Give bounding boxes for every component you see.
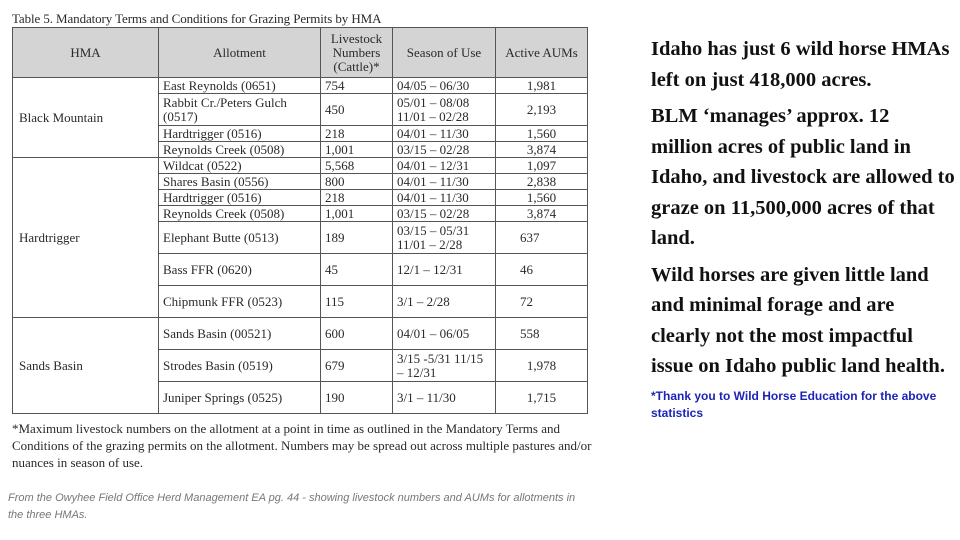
livestock-cell: 800 bbox=[321, 174, 393, 190]
season-line: 3/1 – 2/28 bbox=[397, 293, 450, 309]
season-line: 11/01 – 02/28 bbox=[397, 108, 469, 124]
aums-cell: 1,715 bbox=[496, 382, 588, 414]
allotment-cell: Wildcat (0522) bbox=[159, 158, 321, 174]
header-livestock: Livestock Numbers (Cattle)* bbox=[321, 28, 393, 78]
table-title: Table 5. Mandatory Terms and Conditions for Grazing Permits by HMA bbox=[12, 11, 382, 26]
allotment-cell: Hardtrigger (0516) bbox=[159, 126, 321, 142]
livestock-cell: 115 bbox=[321, 286, 393, 318]
livestock-cell: 679 bbox=[321, 350, 393, 382]
livestock-cell: 600 bbox=[321, 318, 393, 350]
livestock-cell: 5,568 bbox=[321, 158, 393, 174]
season-cell bbox=[393, 318, 496, 350]
aums-cell: 72 bbox=[496, 286, 588, 318]
season-line: 04/01 – 11/30 bbox=[397, 173, 469, 189]
source-caption: From the Owyhee Field Office Herd Management EA pg. 44 - showing livestock numbers and AUMs for allotments in the three HMAs. bbox=[8, 492, 576, 521]
livestock-cell: 45 bbox=[321, 254, 393, 286]
livestock-cell: 218 bbox=[321, 126, 393, 142]
season-cell bbox=[393, 78, 496, 94]
aums-cell: 637 bbox=[496, 222, 588, 254]
hma-cell: Hardtrigger bbox=[13, 158, 159, 318]
statements-panel bbox=[651, 34, 956, 422]
allotment-cell: Bass FFR (0620) bbox=[159, 254, 321, 286]
allotment-cell: Reynolds Creek (0508) bbox=[159, 206, 321, 222]
season-line: 03/15 – 02/28 bbox=[397, 205, 470, 221]
season-line: – 12/31 bbox=[397, 364, 437, 380]
season-line: 04/05 – 06/30 bbox=[397, 77, 470, 93]
allotment-cell: Shares Basin (0556) bbox=[159, 174, 321, 190]
season-line: 04/01 – 06/05 bbox=[397, 325, 470, 341]
statement-blm-land: BLM ‘manages’ approx. 12 million acres of public land in Idaho, and livestock are allowed to graze on 11,500,000 acres of that land. bbox=[651, 105, 955, 249]
table-footnote: *Maximum livestock numbers on the allotment at a point in time as outlined in the Mandatory Terms and Conditions of the grazing permits on the allotment. Numbers may be spread out across multiple pastures and/or nuances in season of use. bbox=[12, 421, 592, 470]
season-line: 03/15 – 02/28 bbox=[397, 141, 470, 157]
header-season: Season of Use bbox=[393, 28, 496, 78]
statement-hma-acres: Idaho has just 6 wild horse HMAs left on just 418,000 acres. bbox=[651, 38, 950, 91]
allotment-cell: Strodes Basin (0519) bbox=[159, 350, 321, 382]
allotment-cell: Hardtrigger (0516) bbox=[159, 190, 321, 206]
credit-note: *Thank you to Wild Horse Education for the above statistics bbox=[651, 388, 937, 420]
season-line: 04/01 – 12/31 bbox=[397, 157, 470, 173]
allotment-cell: Reynolds Creek (0508) bbox=[159, 142, 321, 158]
aums-cell: 2,838 bbox=[496, 174, 588, 190]
header-hma: HMA bbox=[13, 28, 159, 78]
season-cell bbox=[393, 126, 496, 142]
livestock-cell: 754 bbox=[321, 78, 393, 94]
header-aums: Active AUMs bbox=[496, 28, 588, 78]
table-header-row bbox=[13, 28, 588, 78]
season-cell bbox=[393, 382, 496, 414]
season-cell bbox=[393, 254, 496, 286]
season-line: 03/15 – 05/31 bbox=[397, 222, 470, 238]
livestock-cell: 450 bbox=[321, 94, 393, 126]
aums-cell: 1,560 bbox=[496, 126, 588, 142]
allotment-cell: Elephant Butte (0513) bbox=[159, 222, 321, 254]
allotment-cell: East Reynolds (0651) bbox=[159, 78, 321, 94]
season-cell bbox=[393, 206, 496, 222]
season-line: 3/15 -5/31 11/15 bbox=[397, 350, 484, 366]
aums-cell: 46 bbox=[496, 254, 588, 286]
season-line: 11/01 – 2/28 bbox=[397, 236, 463, 252]
grazing-permits-table bbox=[12, 27, 588, 414]
statement-wild-horses: Wild horses are given little land and minimal forage and are clearly not the most impactful issue on Idaho public land health. bbox=[651, 263, 945, 377]
season-cell bbox=[393, 190, 496, 206]
allotment-cell: Rabbit Cr./Peters Gulch (0517) bbox=[159, 94, 321, 126]
season-cell bbox=[393, 158, 496, 174]
season-cell bbox=[393, 94, 496, 126]
table-body bbox=[13, 78, 588, 414]
aums-cell: 3,874 bbox=[496, 142, 588, 158]
aums-cell: 1,097 bbox=[496, 158, 588, 174]
livestock-cell: 1,001 bbox=[321, 142, 393, 158]
aums-cell: 2,193 bbox=[496, 94, 588, 126]
season-cell bbox=[393, 286, 496, 318]
season-line: 04/01 – 11/30 bbox=[397, 189, 469, 205]
table-row bbox=[13, 318, 588, 350]
livestock-cell: 218 bbox=[321, 190, 393, 206]
season-line: 12/1 – 12/31 bbox=[397, 261, 463, 277]
season-cell bbox=[393, 350, 496, 382]
hma-cell: Sands Basin bbox=[13, 318, 159, 414]
livestock-cell: 189 bbox=[321, 222, 393, 254]
aums-cell: 1,981 bbox=[496, 78, 588, 94]
season-line: 3/1 – 11/30 bbox=[397, 389, 456, 405]
aums-cell: 1,560 bbox=[496, 190, 588, 206]
aums-cell: 3,874 bbox=[496, 206, 588, 222]
livestock-cell: 1,001 bbox=[321, 206, 393, 222]
table-row bbox=[13, 78, 588, 94]
allotment-cell: Juniper Springs (0525) bbox=[159, 382, 321, 414]
season-line: 04/01 – 11/30 bbox=[397, 125, 469, 141]
season-cell bbox=[393, 174, 496, 190]
aums-cell: 558 bbox=[496, 318, 588, 350]
allotment-cell: Sands Basin (00521) bbox=[159, 318, 321, 350]
aums-cell: 1,978 bbox=[496, 350, 588, 382]
livestock-cell: 190 bbox=[321, 382, 393, 414]
table-row bbox=[13, 158, 588, 174]
season-cell bbox=[393, 222, 496, 254]
season-line: 05/01 – 08/08 bbox=[397, 94, 470, 110]
hma-cell: Black Mountain bbox=[13, 78, 159, 158]
season-cell bbox=[393, 142, 496, 158]
header-allotment: Allotment bbox=[159, 28, 321, 78]
allotment-cell: Chipmunk FFR (0523) bbox=[159, 286, 321, 318]
